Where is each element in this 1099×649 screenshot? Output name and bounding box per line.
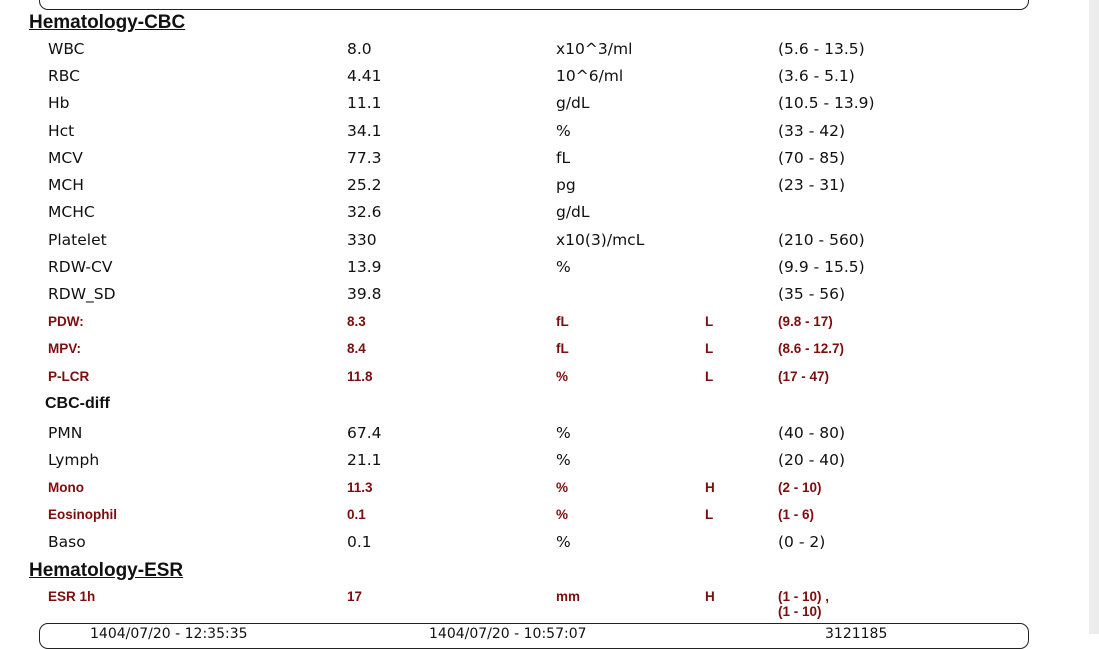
result-row-rdw-sd [0,285,1099,307]
test-name: MCHC [48,203,95,221]
footer-number: 3121185 [825,626,888,642]
result-row-wbc [0,40,1099,62]
test-unit: mm [556,589,581,604]
test-name: RDW-CV [48,258,113,276]
test-value: 34.1 [347,122,382,140]
section-title-esr: Hematology-ESR [29,560,184,581]
test-name: ESR 1h [48,589,96,604]
test-reference: (2 - 10) [778,480,822,495]
test-reference: (23 - 31) [778,176,845,194]
test-unit: fL [556,149,571,167]
test-unit: x10^3/ml [556,40,633,58]
test-reference: (0 - 2) [778,533,826,551]
test-value: 77.3 [347,149,382,167]
test-unit: g/dL [556,203,590,221]
test-unit: % [556,122,571,140]
test-unit: 10^6/ml [556,67,624,85]
test-name: WBC [48,40,85,58]
test-unit: fL [556,314,569,329]
test-reference: (9.8 - 17) [778,314,833,329]
test-name: Baso [48,533,86,551]
section-title-cbc: Hematology-CBC [29,12,186,33]
footer-date-2: 1404/07/20 - 10:57:07 [429,626,587,642]
test-flag: H [705,589,715,604]
test-unit: % [556,451,571,469]
result-row-pmn [0,424,1099,446]
test-flag: H [705,480,715,495]
test-name: Hct [48,122,75,140]
test-name: RDW_SD [48,285,116,303]
test-reference: (1 - 6) [778,507,815,522]
test-value: 8.4 [347,341,366,356]
result-row-eosinophil [0,505,1099,527]
test-name: Platelet [48,231,107,249]
test-reference: (40 - 80) [778,424,845,442]
test-value: 21.1 [347,451,382,469]
test-value: 8.3 [347,314,366,329]
test-name: MCV [48,149,83,167]
result-row-mcv [0,149,1099,171]
reference-line-1: (1 - 10) , [778,589,830,604]
test-name: MPV: [48,341,82,356]
test-value: 25.2 [347,176,382,194]
test-value: 8.0 [347,40,372,58]
test-value: 13.9 [347,258,382,276]
result-row-mchc [0,203,1099,225]
result-row-mpv [0,339,1099,361]
test-value: 11.8 [347,369,373,384]
result-row-hct [0,122,1099,144]
test-name: Hb [48,94,70,112]
test-reference: (20 - 40) [778,451,845,469]
test-unit: fL [556,341,569,356]
test-name: PDW: [48,314,84,329]
test-flag: L [705,341,714,356]
test-name: PMN [48,424,83,442]
test-unit: % [556,424,571,442]
test-unit: pg [556,176,576,194]
result-row-esr [0,587,1099,623]
group-title-cbc-diff: CBC-diff [45,395,110,412]
test-reference: (33 - 42) [778,122,845,140]
result-row-rdw-cv [0,258,1099,280]
test-value: 11.3 [347,480,373,495]
test-name: P-LCR [48,369,90,384]
footer-date-1: 1404/07/20 - 12:35:35 [90,626,248,642]
test-reference: (210 - 560) [778,231,865,249]
test-value: 39.8 [347,285,382,303]
test-reference: (8.6 - 12.7) [778,341,845,356]
result-row-mono [0,478,1099,500]
test-unit: % [556,507,569,522]
test-name: RBC [48,67,80,85]
result-row-baso [0,533,1099,555]
test-name: MCH [48,176,84,194]
result-row-lymph [0,451,1099,473]
test-value: 17 [347,589,363,604]
test-value: 4.41 [347,67,382,85]
test-name: Mono [48,480,84,495]
result-row-mch [0,176,1099,198]
reference-line-2: (1 - 10) [778,604,822,619]
test-unit: % [556,533,571,551]
test-name: Eosinophil [48,507,117,522]
test-value: 67.4 [347,424,382,442]
test-flag: L [705,314,714,329]
test-value: 0.1 [347,533,372,551]
test-value: 32.6 [347,203,382,221]
test-reference: (10.5 - 13.9) [778,94,875,112]
test-unit: g/dL [556,94,590,112]
test-reference: (3.6 - 5.1) [778,67,855,85]
test-reference: (70 - 85) [778,149,845,167]
test-reference: (5.6 - 13.5) [778,40,865,58]
test-flag: L [705,507,714,522]
test-name: Lymph [48,451,100,469]
test-unit: % [556,258,571,276]
test-unit: % [556,480,569,495]
test-value: 0.1 [347,507,366,522]
test-flag: L [705,369,714,384]
test-value: 11.1 [347,94,382,112]
test-unit: % [556,369,569,384]
test-unit: x10(3)/mcL [556,231,645,249]
test-value: 330 [347,231,377,249]
top-frame [39,0,1029,10]
result-row-p-lcr [0,367,1099,389]
result-row-platelet [0,231,1099,253]
test-reference: (35 - 56) [778,285,845,303]
test-reference: (9.9 - 15.5) [778,258,865,276]
result-row-pdw [0,312,1099,334]
test-reference [778,589,829,619]
footer-frame [39,623,1029,649]
result-row-rbc [0,67,1099,89]
result-row-hb [0,94,1099,116]
test-reference: (17 - 47) [778,369,830,384]
